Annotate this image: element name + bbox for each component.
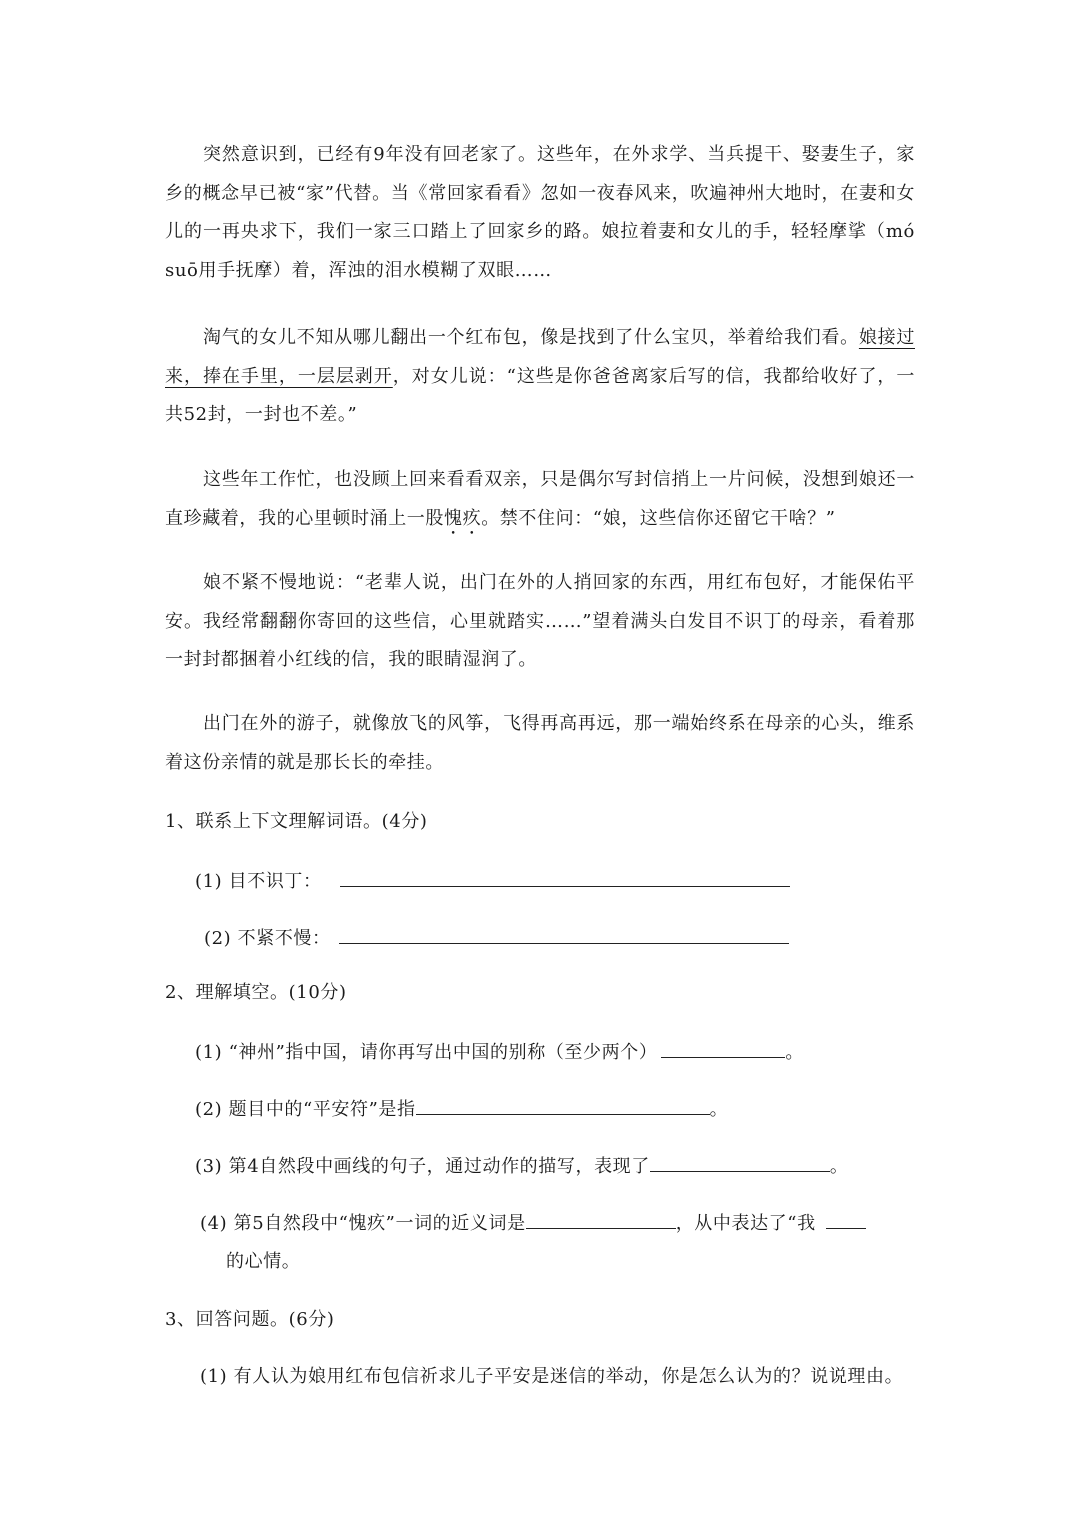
- paragraph-5: 出门在外的游子，就像放飞的风筝，飞得再高再远，那一端始终系在母亲的心头，维系着这份亲情的就是那长长的牵挂。: [165, 713, 915, 773]
- question-2-1-label: (1) “神州”指中国，请你再写出中国的别称（至少两个）: [195, 1042, 658, 1063]
- question-2-1-end: 。: [785, 1042, 805, 1063]
- answer-blank[interactable]: [340, 866, 790, 887]
- question-2-1: [195, 1037, 804, 1066]
- question-3-title: 3、回答问题。(6分): [165, 1309, 335, 1330]
- answer-blank[interactable]: [650, 1151, 830, 1172]
- question-2-3: [195, 1151, 848, 1180]
- question-2-4-continued: 的心情。: [226, 1251, 301, 1272]
- paragraph-4: 娘不紧不慢地说：“老辈人说，出门在外的人捎回家的东西，用红布包好，才能保佑平安。我经常翻翻你寄回的这些信，心里就踏实……”望着满头白发目不识丁的母亲，看着那一封封都捆着小红线的信，我的眼睛湿润了。: [165, 572, 915, 670]
- answer-blank[interactable]: [526, 1208, 676, 1229]
- question-2-4-mid: ，从中表达了“我: [675, 1213, 816, 1234]
- question-2-3-end: 。: [829, 1156, 849, 1177]
- paragraph-3-text-a: 这些年工作忙，也没顾上回来看看双亲，只是偶尔写封信捎上一片问候，没想到娘还一直珍藏着，我的心里顿时涌上一股: [165, 469, 915, 529]
- paragraph-2: [165, 319, 915, 435]
- paragraph-2-text-b: ，对女儿说：“这些是你爸爸离家后写的信，我都给收好了，一共52封，一封也不差。”: [165, 365, 916, 425]
- answer-blank[interactable]: [661, 1037, 785, 1058]
- question-2-4-label: (4) 第5自然段中“愧疚”一词的近义词是: [200, 1213, 526, 1234]
- underlined-sentence: 娘接过来，捧在手里，一层层剥开: [165, 327, 915, 387]
- question-2-2: [195, 1094, 728, 1123]
- paragraph-1: 突然意识到，已经有9年没有回老家了。这些年，在外求学、当兵提干、娶妻生子，家乡的概念早已被“家”代替。当《常回家看看》忽如一夜春风来，吹遍神州大地时，在妻和女儿的一再央求下，我们一家三口踏上了回家乡的路。娘拉着妻和女儿的手，轻轻摩挲（mó suō用手抚摩）着，浑浊的泪水模糊了双眼……: [165, 144, 915, 281]
- paragraph-3: [165, 461, 915, 539]
- paragraph-3-text-b: 。禁不住问：“娘，这些信你还留它干啥？”: [481, 507, 836, 529]
- question-2-4: [200, 1208, 866, 1237]
- answer-blank[interactable]: [826, 1208, 866, 1229]
- answer-blank[interactable]: [416, 1094, 710, 1115]
- question-1-2-label: (2) 不紧不慢：: [204, 928, 331, 949]
- question-2-title: 2、理解填空。(10分): [165, 982, 347, 1003]
- question-1-1: [195, 866, 790, 895]
- question-3-1: (1) 有人认为娘用红布包信祈求儿子平安是迷信的举动，你是怎么认为的？说说理由。: [200, 1366, 904, 1387]
- question-2-3-label: (3) 第4自然段中画线的句子，通过动作的描写，表现了: [195, 1156, 650, 1177]
- answer-blank[interactable]: [339, 923, 789, 944]
- question-1-1-label: (1) 目不识丁：: [195, 871, 322, 892]
- question-2-2-label: (2) 题目中的“平安符”是指: [195, 1099, 416, 1120]
- paragraph-2-text-a: 淘气的女儿不知从哪儿翻出一个红布包，像是找到了什么宝贝，举着给我们看。: [203, 327, 859, 348]
- question-1-2: [204, 923, 789, 952]
- emphasized-word: 愧疚: [444, 507, 482, 529]
- question-1-title: 1、联系上下文理解词语。(4分): [165, 811, 428, 832]
- question-2-2-end: 。: [709, 1099, 729, 1120]
